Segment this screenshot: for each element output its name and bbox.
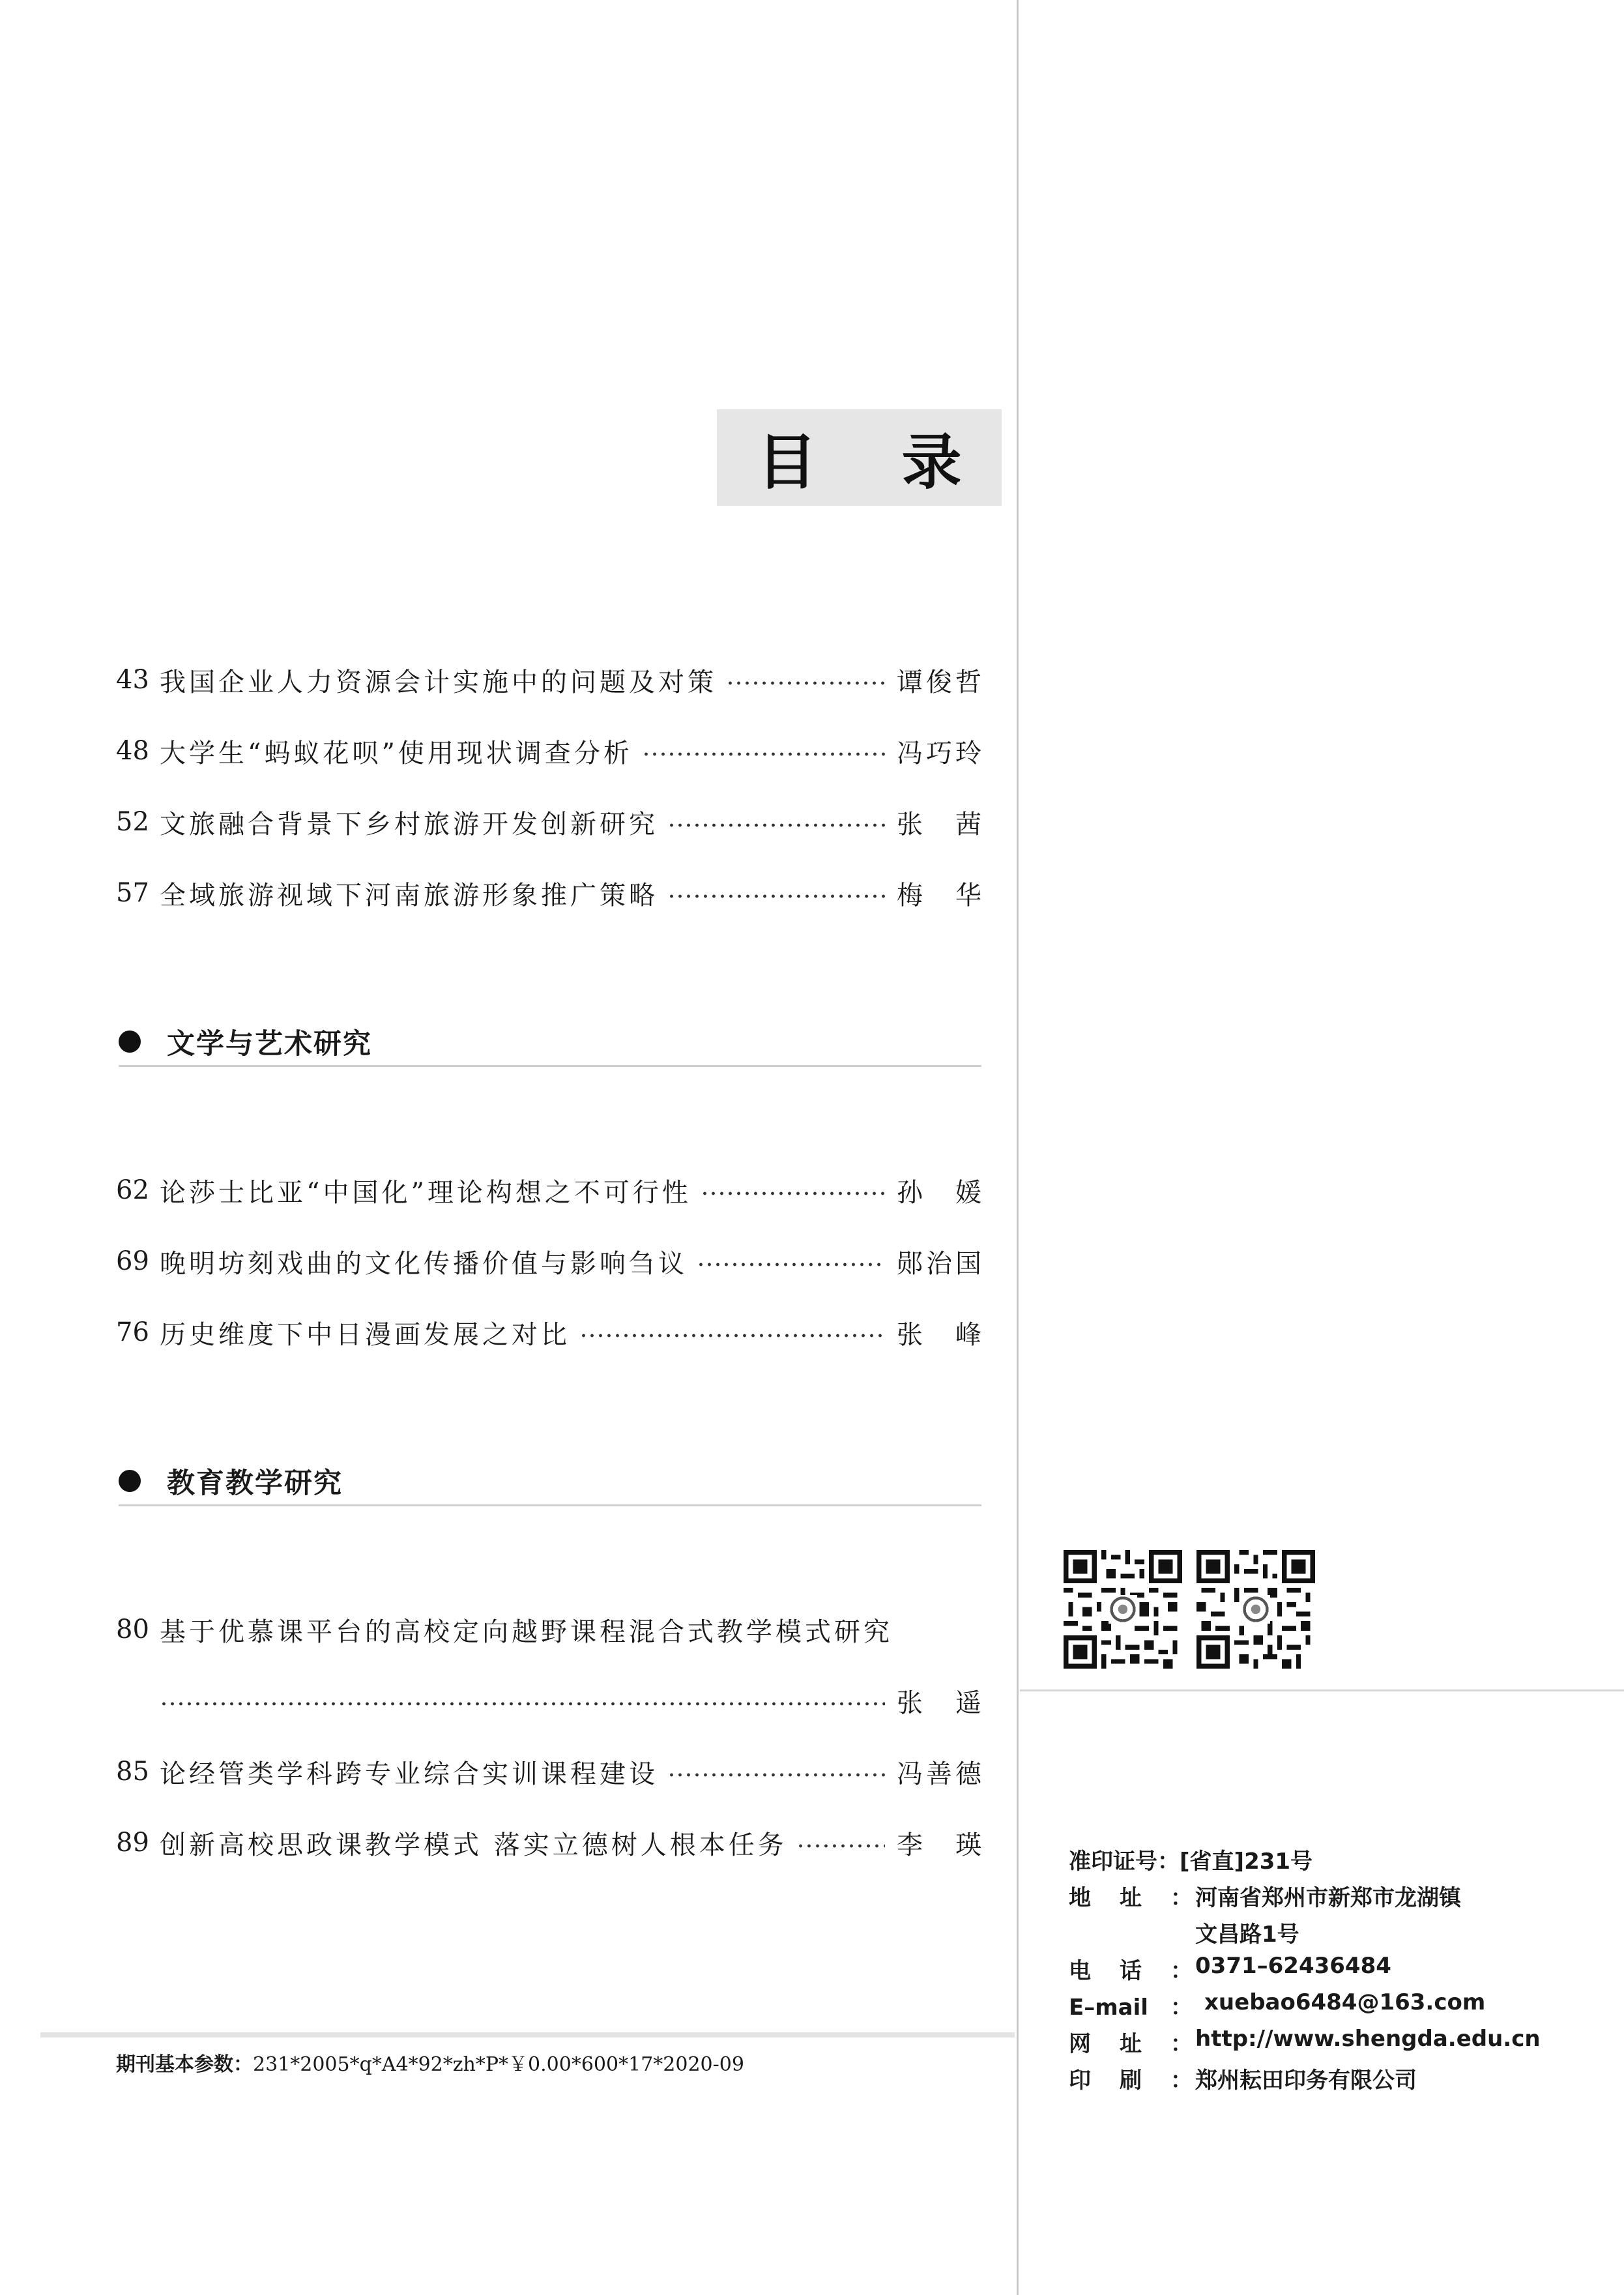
entry-title: 基于优慕课平台的高校定向越野课程混合式教学模式研究 [160,1616,893,1647]
entry-author: 张峰 [897,1319,981,1350]
info-value: [省直]231号 [1180,1849,1313,1875]
entry-author: 李瑛 [897,1830,981,1860]
entry-title: 论莎士比亚“中国化”理论构想之不可行性 [160,1177,691,1208]
entry-page: 57 [116,878,149,908]
qr-code-icon[interactable] [1064,1550,1182,1669]
section-label: 文学与艺术研究 [167,1027,372,1060]
params-value: 231*2005*q*A4*92*zh*P*￥0.00*600*17*2020-09 [253,2053,744,2076]
section-label: 教育教学研究 [167,1467,343,1500]
params-label: 期刊基本参数： [116,2053,253,2076]
entry-author: 张遥 [897,1688,981,1718]
entry-title: 创新高校思政课教学模式 落实立德树人根本任务 [160,1830,787,1860]
toc-entry[interactable] [116,1820,981,1865]
toc-entry[interactable] [116,657,981,703]
leader-dots [579,1333,885,1338]
toc-entry[interactable] [116,870,981,916]
entry-author: 孙媛 [897,1177,981,1208]
leader-dots [667,1772,885,1777]
leader-dots [796,1843,885,1849]
info-label: E–mail： [1069,1995,1193,2021]
page-divider-vertical [1017,0,1019,2295]
entry-page: 89 [116,1828,149,1858]
info-rule [1020,1689,1624,1691]
toc-entry[interactable] [116,1607,981,1652]
entry-author: 冯善德 [897,1759,981,1789]
entry-page: 48 [116,736,149,766]
leader-dots [697,1262,885,1267]
section-header-literature-art [119,1018,981,1067]
entry-title: 我国企业人力资源会计实施中的问题及对策 [160,667,717,697]
info-permit [1069,1843,1603,1875]
toc-entry[interactable] [116,1167,981,1213]
entry-page: 52 [116,807,149,837]
toc-entry[interactable] [116,1309,981,1355]
entry-title: 晚明坊刻戏曲的文化传播价值与影响刍议 [160,1248,688,1279]
info-printer [1069,2062,1603,2094]
info-value[interactable]: xuebao6484@163.com [1204,1989,1486,2015]
info-label: 印刷： [1069,2068,1193,2094]
toc-entry[interactable] [116,1238,981,1284]
toc-entry[interactable] [116,1749,981,1794]
info-value: 郑州耘田印务有限公司 [1195,2068,1417,2094]
entry-page: 85 [116,1757,149,1787]
info-phone [1069,1953,1603,1985]
info-email [1069,1989,1603,2021]
entry-page: 43 [116,665,149,695]
info-label: 网址： [1069,2031,1193,2057]
entry-title: 论经管类学科跨专业综合实训课程建设 [160,1759,658,1789]
info-label: 地址： [1069,1885,1193,1911]
info-website [1069,2026,1603,2058]
leader-dots [667,894,885,899]
entry-author: 张茜 [897,809,981,840]
entry-title: 历史维度下中日漫画发展之对比 [160,1319,570,1350]
info-value: 0371–62436484 [1195,1953,1391,1979]
info-address [1069,1880,1603,1912]
entry-author: 谭俊哲 [897,667,981,697]
qr-code-icon[interactable] [1196,1550,1315,1669]
entry-title: 大学生“蚂蚁花呗”使用现状调查分析 [160,738,633,768]
entry-title: 全域旅游视域下河南旅游形象推广策略 [160,880,658,911]
bullet-icon [119,1031,141,1053]
info-value[interactable]: http://www.shengda.edu.cn [1195,2026,1541,2052]
entry-page: 69 [116,1246,149,1276]
toc-title-box [717,409,1047,506]
entry-author: 郧治国 [897,1248,981,1279]
leader-dots [160,1701,885,1706]
entry-author: 冯巧玲 [897,738,981,768]
entry-title: 文旅融合背景下乡村旅游开发创新研究 [160,809,658,840]
toc-entry[interactable] [116,799,981,845]
info-value: 文昌路1号 [1195,1922,1299,1948]
info-address-line2 [1069,1916,1603,1948]
footer-rule [40,2032,1015,2038]
toc-entry-continuation[interactable] [116,1678,981,1723]
leader-dots [701,1191,885,1196]
info-label: 准印证号： [1069,1849,1180,1875]
toc-title: 目录 [757,428,1047,497]
info-label: 电话： [1069,1958,1193,1984]
bullet-icon [119,1470,141,1492]
section-header-education [119,1457,981,1506]
entry-page: 80 [116,1615,149,1645]
entry-page: 76 [116,1317,149,1347]
journal-params [116,2048,744,2077]
leader-dots [642,752,885,757]
entry-author: 梅华 [897,880,981,911]
leader-dots [726,680,885,686]
leader-dots [667,823,885,828]
info-label-spacer [1069,1916,1193,1948]
entry-page: 62 [116,1175,149,1205]
toc-entry[interactable] [116,728,981,774]
info-value: 河南省郑州市新郑市龙湖镇 [1195,1885,1461,1911]
